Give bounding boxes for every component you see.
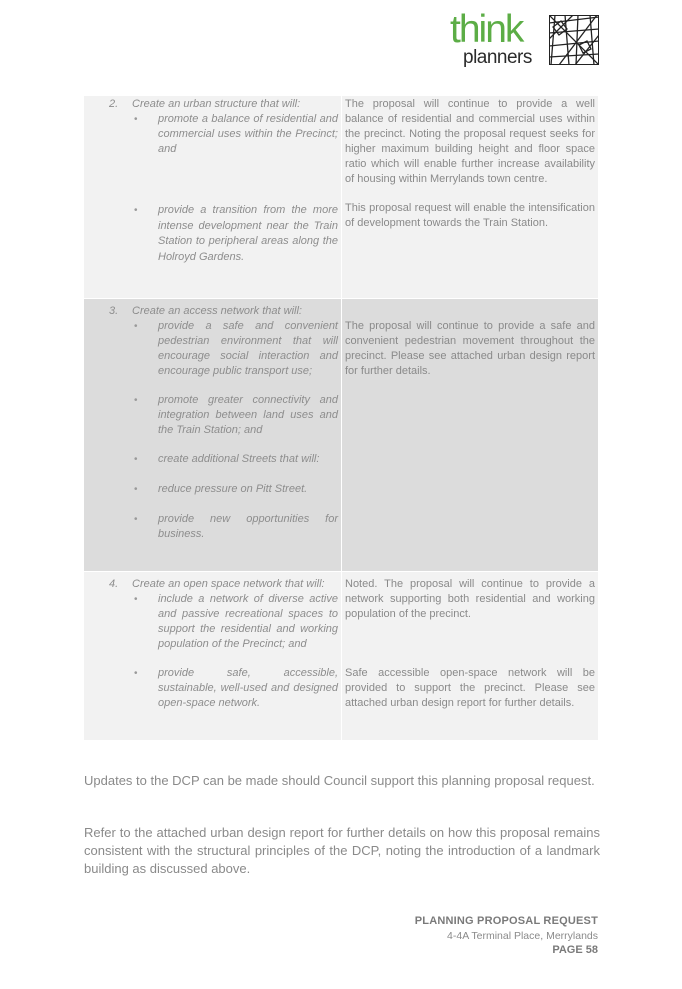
- objective-number: 4.: [109, 578, 119, 590]
- street-grid-icon: [549, 15, 599, 65]
- page-number: PAGE 58: [552, 944, 598, 956]
- bullet-icon: •: [134, 484, 138, 495]
- objective-item: create additional Streets that will:: [158, 453, 320, 465]
- objective-title: Create an urban structure that will:: [132, 98, 301, 110]
- bullet-icon: •: [134, 321, 138, 332]
- bullet-icon: •: [134, 454, 138, 465]
- bullet-icon: •: [134, 395, 138, 406]
- objective-number: 3.: [109, 305, 119, 317]
- objective-title: Create an open space network that will:: [132, 578, 325, 590]
- logo-word-planners: planners: [463, 47, 532, 68]
- objective-item: promote a balance of residential and commercial uses within the Precinct; and: [158, 113, 338, 155]
- bullet-icon: •: [134, 514, 138, 525]
- logo-word-think: think: [450, 8, 523, 51]
- bullet-icon: •: [134, 114, 138, 125]
- objective-item: provide a transition from the more intense development near the Train Station to peripheral areas along the Holroyd Gardens.: [158, 204, 338, 263]
- body-paragraph: Refer to the attached urban design report for further details on how this proposal remains consistent with the structural principles of the DCP, noting the introduction of a landmark building as discussed above.: [84, 825, 600, 876]
- dcp-consistency-table: [84, 96, 598, 741]
- response-text: The proposal will continue to provide a well balance of residential and commercial uses within the precinct. Noting the proposal request seeks for higher maximum building height and floor space ratio which will enable further increase availability of housing within Merrylands town centre.: [345, 98, 595, 185]
- objective-number: 2.: [109, 98, 119, 110]
- body-paragraph: Updates to the DCP can be made should Council support this planning proposal request.: [84, 773, 595, 788]
- objective-item: provide safe, accessible, sustainable, well-used and designed open-space network.: [158, 667, 338, 709]
- objective-item: provide new opportunities for business.: [158, 513, 338, 540]
- response-text: Noted. The proposal will continue to provide a network supporting both residential and working population of the precinct.: [345, 578, 595, 620]
- objective-item: promote greater connectivity and integration between land uses and the Train Station; and: [158, 394, 338, 436]
- table-row: [84, 299, 598, 572]
- response-text: Safe accessible open-space network will be provided to support the precinct. Please see attached urban design report for further details.: [345, 667, 595, 709]
- footer-address: 4-4A Terminal Place, Merrylands: [447, 930, 598, 942]
- response-text: The proposal will continue to provide a safe and convenient pedestrian movement throughout the precinct. Please see attached urban design report for further details.: [345, 320, 595, 377]
- company-logo: [450, 8, 600, 72]
- page-footer: [415, 914, 598, 958]
- objective-item: reduce pressure on Pitt Street.: [158, 483, 308, 495]
- objective-title: Create an access network that will:: [132, 305, 302, 317]
- bullet-icon: •: [134, 594, 138, 605]
- objective-item: provide a safe and convenient pedestrian environment that will encourage social interaction and encourage public transport use;: [158, 320, 338, 377]
- bullet-icon: •: [134, 205, 138, 216]
- bullet-icon: •: [134, 668, 138, 679]
- response-text: This proposal request will enable the intensification of development towards the Train Station.: [345, 202, 595, 229]
- table-row: [84, 572, 598, 741]
- objective-item: include a network of diverse active and passive recreational spaces to support the residential and working population of the Precinct; and: [158, 593, 338, 650]
- footer-document-title: PLANNING PROPOSAL REQUEST: [414, 915, 598, 927]
- table-row: [84, 96, 598, 299]
